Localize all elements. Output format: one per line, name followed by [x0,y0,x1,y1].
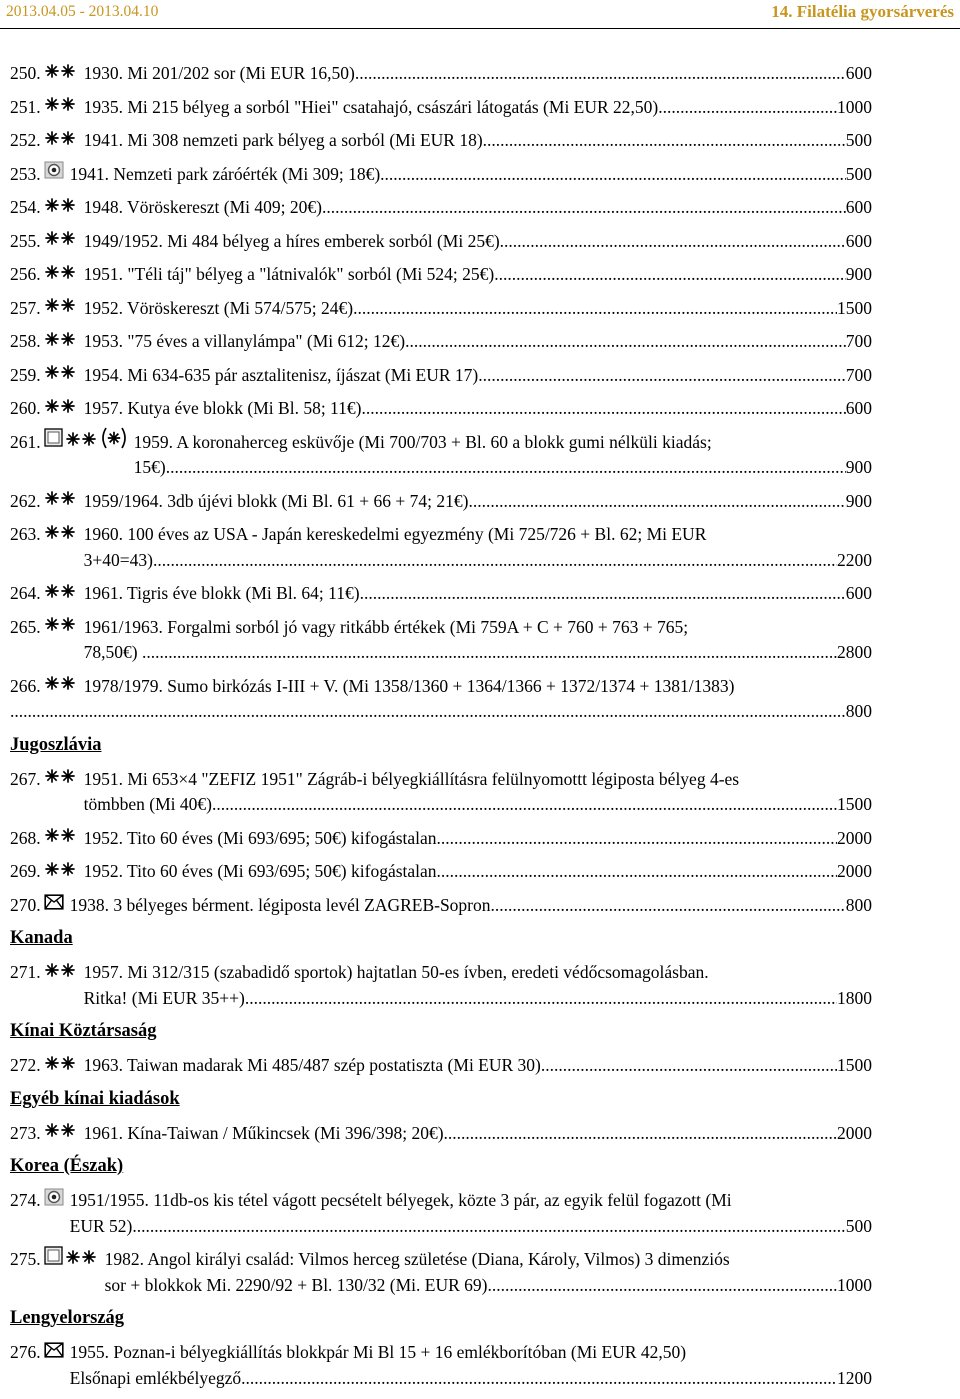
lot-description [10,699,872,725]
price-line [105,1273,872,1299]
lot-number: 267. [10,768,41,789]
lot-description [70,162,872,188]
lot-description [84,1121,872,1147]
condition-icons [44,95,78,120]
description-line: 1957. Mi 312/315 (szabadidő sportok) hajtatlan 50-es ívben, eredeti védőcsomagolásban. [83,962,709,982]
lot-entry [10,430,872,481]
description-line: 1959. A koronaherceg esküvője (Mi 700/703 + Bl. 60 a blokk gumi nélküli kiadás; [133,431,712,452]
dot-leader [541,1053,837,1079]
price-line [70,1214,872,1240]
description-last-line: EUR 52) [69,1215,133,1236]
lot-number: 272. [10,1055,41,1075]
description-last-line: 1941. Nemzeti park záróérték (Mi 309; 18€) [69,163,381,184]
description-line: 1982. Angol királyi család: Vilmos herceg születése (Diana, Károly, Vilmos) 3 dimenziós [104,1249,730,1269]
lot-description [84,329,872,355]
condition-icons [44,229,78,254]
description-last-line: 15€) [133,457,166,477]
condition-icons [44,960,78,985]
lot-entry [10,1121,872,1147]
dot-leader [437,826,837,852]
dot-leader [362,396,846,422]
lot-entry [10,960,872,1011]
description-last-line: Elsőnapi emlékbélyegző. [69,1367,246,1388]
price-line [84,262,872,288]
description-last-line: 1959/1964. 3db újévi blokk (Mi Bl. 61 + 66 + 74; 21€) [83,490,469,511]
price-line [84,128,872,154]
lot-number: 257. [10,297,41,318]
lot-description [70,1188,872,1239]
condition-icons [44,61,78,86]
dot-leader [360,581,846,607]
condition-icons [44,1121,78,1146]
description-last-line: tömbben (Mi 40€) [83,794,212,814]
double-asterisk-icon [44,522,78,548]
lot-price: 1800 [837,987,872,1008]
lot-entry [10,489,872,515]
price-line [70,1366,872,1392]
block-square-icon [44,1246,64,1274]
price-line [70,162,872,188]
lot-description [70,893,872,919]
condition-icons [44,195,78,220]
description-line: 1961/1963. Forgalmi sorból jó vagy ritkább értékek (Mi 759A + C + 760 + 763 + 765; [83,616,689,637]
lot-price: 600 [845,197,872,217]
lot-price: 1000 [837,1274,872,1295]
lot-description [70,1340,872,1391]
double-asterisk-icon [44,488,78,514]
dot-leader [166,455,846,481]
price-line [134,455,872,481]
price-line [84,95,872,121]
dot-leader [132,1214,845,1240]
lot-entry [10,329,872,355]
lot-number: 266. [10,675,41,696]
section-heading: Jugoszlávia [10,734,102,755]
description-line: 1960. 100 éves az USA - Japán kereskedelmi egyezmény (Mi 725/726 + Bl. 62; Mi EUR [83,524,707,544]
condition-icons [44,1188,64,1213]
lot-number: 261. [10,431,41,452]
description-last-line: 1961. Kína-Taiwan / Műkincsek (Mi 396/398; 20€) [83,1122,444,1143]
description-last-line: 3+40=43) [83,549,153,570]
lot-description [84,1053,872,1079]
lot-entry [10,615,872,666]
lot-description [84,960,872,1011]
condition-icons [44,859,78,884]
lot-entry [10,95,872,121]
price-line [84,296,872,322]
lot-price: 600 [845,583,872,603]
lot-entry [10,195,872,221]
section-heading: Kínai Köztársaság [10,1021,157,1041]
lot-price: 2800 [837,642,872,662]
lot-number: 259. [10,364,41,385]
lot-description [134,430,872,481]
lot-description [84,262,872,288]
lot-entry [10,128,872,154]
dot-leader [153,548,837,574]
dot-leader [483,128,846,154]
lot-number: 260. [10,398,41,418]
price-line [84,859,872,885]
lot-entry [10,893,872,919]
condition-icons [44,615,78,640]
price-line [84,792,872,818]
lot-price: 1500 [837,794,872,814]
lot-entry [10,859,872,885]
lot-entry [10,162,872,188]
lot-description [84,296,872,322]
lot-number: 263. [10,524,41,544]
lot-number: 254. [10,197,41,217]
section-heading: Egyéb kínai kiadások [10,1088,180,1109]
lot-number: 271. [10,962,41,982]
lot-price: 900 [845,490,872,511]
lot-number: 253. [10,163,41,184]
lot-entry [10,1247,872,1298]
lot-entry [10,1340,872,1391]
lot-entry [10,1053,872,1079]
dot-leader [468,489,845,515]
condition-icons [44,893,64,918]
lot-number: 256. [10,264,41,284]
double-asterisk-icon [44,581,78,607]
price-line [84,548,872,574]
dot-leader [437,859,837,885]
description-last-line: 78,50€) . [83,642,147,662]
lot-description [84,128,872,154]
description-last-line: 1954. Mi 634-635 pár asztalitenisz, íjászat (Mi EUR 17) [83,364,479,385]
lot-entry [10,674,872,725]
description-last-line: . [10,701,15,721]
description-line: 1951/1955. 11db-os kis tétel vágott pecsételt bélyegek, közte 3 pár, az egyik felül fogazott (Mi [69,1190,732,1210]
lot-list [10,61,872,1399]
dot-leader [146,640,837,666]
page-header [0,0,960,28]
condition-icons [44,396,78,421]
lot-entry [10,581,872,607]
condition-icons [44,296,78,321]
description-last-line: 1952. Tito 60 éves (Mi 693/695; 50€) kifogástalan [83,827,437,848]
lot-description [84,95,872,121]
lot-description [84,363,872,389]
condition-icons [44,522,78,547]
lot-number: 252. [10,130,41,150]
condition-icons [44,430,128,455]
lot-description [84,522,872,573]
lot-entry [10,522,872,573]
lot-description [84,396,872,422]
condition-icons [44,489,78,514]
double-asterisk-icon [44,262,78,288]
lot-entry [10,1188,872,1239]
dot-leader [491,893,846,919]
lot-price: 1200 [837,1367,872,1388]
price-line [84,1053,872,1079]
lot-price: 800 [845,894,872,915]
description-line: 1978/1979. Sumo birkózás I-III + V. (Mi 1358/1360 + 1364/1366 + 1372/1374 + 1381/1383) [83,675,735,696]
double-asterisk-icon [44,1053,78,1079]
double-asterisk-icon [44,329,78,355]
lot-price: 900 [845,264,872,284]
price-line [84,363,872,389]
price-line [84,229,872,255]
lot-entry [10,363,872,389]
lot-number: 274. [10,1190,41,1210]
lot-number: 273. [10,1122,41,1143]
dot-leader [478,363,845,389]
header-divider [0,28,960,29]
double-asterisk-icon [44,859,78,885]
lot-price: 900 [845,457,872,477]
condition-icons [44,162,64,187]
lot-price: 2000 [837,827,872,848]
description-line: 1955. Poznan-i bélyegkiállítás blokkpár Mi Bl 15 + 16 emlékborítóban (Mi EUR 42,50) [69,1342,687,1362]
double-asterisk-icon [44,362,78,388]
condition-icons [44,1340,64,1365]
condition-icons [44,1247,99,1272]
lot-price: 800 [845,701,872,721]
used-circle-icon [44,1188,64,1214]
auction-title: 14. Filatélia gyorsárverés [771,2,954,21]
lot-description [84,61,872,87]
lot-description [84,615,872,666]
condition-icons [44,128,78,153]
lot-price: 500 [845,163,872,184]
lot-price: 700 [845,331,872,351]
dot-leader [246,1366,837,1392]
double-asterisk-icon [44,673,78,699]
parenthesized-asterisk-icon [100,427,128,457]
price-line [84,581,872,607]
condition-icons [44,767,78,792]
price-line [70,893,872,919]
double-asterisk-icon [44,195,78,221]
price-line [84,195,872,221]
price-line [84,396,872,422]
envelope-icon [44,892,64,918]
description-last-line: 1938. 3 bélyeges bérment. légiposta levél ZAGREB-Sopron [69,894,491,915]
lot-number: 268. [10,827,41,848]
lot-entry [10,396,872,422]
lot-price: 600 [845,63,872,83]
lot-entry [10,826,872,852]
lot-description [84,826,872,852]
description-last-line: 1952. Vöröskereszt (Mi 574/575; 24€) [83,297,354,318]
lot-number: 264. [10,583,41,603]
dot-leader [14,699,845,725]
description-last-line: 1952. Tito 60 éves (Mi 693/695; 50€) kifogástalan [83,861,437,881]
double-asterisk-icon [44,614,78,640]
double-asterisk-icon [65,429,99,455]
dot-leader [212,792,837,818]
condition-icons [44,262,78,287]
condition-icons [44,329,78,354]
dot-leader [444,1121,837,1147]
block-square-icon [44,428,64,456]
price-line [84,1121,872,1147]
price-line [84,489,872,515]
description-last-line: 1957. Kutya éve blokk (Mi Bl. 58; 11€) [83,398,362,418]
lot-price: 1500 [837,297,872,318]
price-line [84,329,872,355]
dot-leader [355,61,846,87]
condition-icons [44,826,78,851]
lot-number: 276. [10,1342,41,1362]
lot-description [84,581,872,607]
description-last-line: 1935. Mi 215 bélyeg a sorból "Hiei" csatahajó, császári látogatás (Mi EUR 22,50) [83,96,659,117]
dot-leader [405,329,846,355]
lot-entry [10,61,872,87]
double-asterisk-icon [44,128,78,154]
lot-price: 1000 [837,96,872,117]
double-asterisk-icon [44,766,78,792]
section-heading: Korea (Észak) [10,1156,124,1176]
dot-leader [494,262,846,288]
lot-price: 600 [845,230,872,251]
description-line: 1951. Mi 653×4 "ZEFIZ 1951" Zágráb-i bélyegkiállításra felülnyomottt légiposta bélyeg 4-es [83,768,740,789]
lot-description [84,859,872,885]
dot-leader [658,95,837,121]
description-last-line: 1949/1952. Mi 484 bélyeg a híres emberek sorból (Mi 25€) [83,230,500,251]
description-last-line: 1961. Tigris éve blokk (Mi Bl. 64; 11€) [83,583,360,603]
lot-number: 265. [10,616,41,637]
dot-leader [488,1273,838,1299]
double-asterisk-icon [44,228,78,254]
lot-first-line [10,674,872,700]
dot-leader [353,296,837,322]
lot-description [84,229,872,255]
description-last-line: 1930. Mi 201/202 sor (Mi EUR 16,50) [83,63,355,83]
lot-price: 2200 [837,549,872,570]
double-asterisk-icon [65,1247,99,1273]
description-last-line: 1951. "Téli táj" bélyeg a "látnivalók" sorból (Mi 524; 25€) [83,264,495,284]
price-line [84,826,872,852]
lot-price: 500 [845,130,872,150]
lot-entry [10,229,872,255]
lot-price: 600 [845,398,872,418]
lot-price: 1500 [837,1055,872,1075]
lot-number: 250. [10,63,41,83]
used-circle-icon [44,161,64,187]
lot-description [84,489,872,515]
dot-leader [500,229,846,255]
lot-price: 2000 [837,861,872,881]
price-line [10,699,872,725]
description-last-line: sor + blokkok Mi. 2290/92 + Bl. 130/32 (Mi. EUR 69) [104,1274,488,1295]
envelope-icon [44,1340,64,1366]
description-last-line: 1948. Vöröskereszt (Mi 409; 20€) [83,197,322,217]
description-last-line: 1953. "75 éves a villanylámpa" (Mi 612; 12€) [83,331,406,351]
condition-icons [44,363,78,388]
double-asterisk-icon [44,61,78,87]
lot-price: 500 [845,1215,872,1236]
lot-number: 255. [10,230,41,251]
dot-leader [322,195,846,221]
condition-icons [44,581,78,606]
lot-number: 262. [10,490,41,511]
lot-entry [10,767,872,818]
lot-number: 269. [10,861,41,881]
condition-icons [44,1053,78,1078]
lot-description [84,195,872,221]
lot-entry [10,296,872,322]
price-line [84,640,872,666]
description-last-line: Ritka! (Mi EUR 35++) [83,987,245,1008]
lot-number: 270. [10,894,41,915]
description-last-line: 1963. Taiwan madarak Mi 485/487 szép postatiszta (Mi EUR 30) [83,1055,541,1075]
double-asterisk-icon [44,94,78,120]
double-asterisk-icon [44,295,78,321]
section-heading: Lengyelország [10,1308,125,1328]
lot-number: 275. [10,1249,41,1269]
condition-icons [44,674,78,699]
double-asterisk-icon [44,960,78,986]
lot-description [105,1247,872,1298]
lot-price: 2000 [837,1122,872,1143]
lot-price: 700 [845,364,872,385]
lot-number: 258. [10,331,41,351]
double-asterisk-icon [44,396,78,422]
double-asterisk-icon [44,1120,78,1146]
price-line [84,61,872,87]
section-heading: Kanada [10,928,73,948]
date-range: 2013.04.05 - 2013.04.10 [6,3,159,20]
lot-number: 251. [10,96,41,117]
dot-leader [245,986,837,1012]
lot-entry [10,262,872,288]
lot-description [84,767,872,818]
price-line [84,986,872,1012]
double-asterisk-icon [44,825,78,851]
dot-leader [380,162,846,188]
description-last-line: 1941. Mi 308 nemzeti park bélyeg a sorból (Mi EUR 18) [83,130,483,150]
